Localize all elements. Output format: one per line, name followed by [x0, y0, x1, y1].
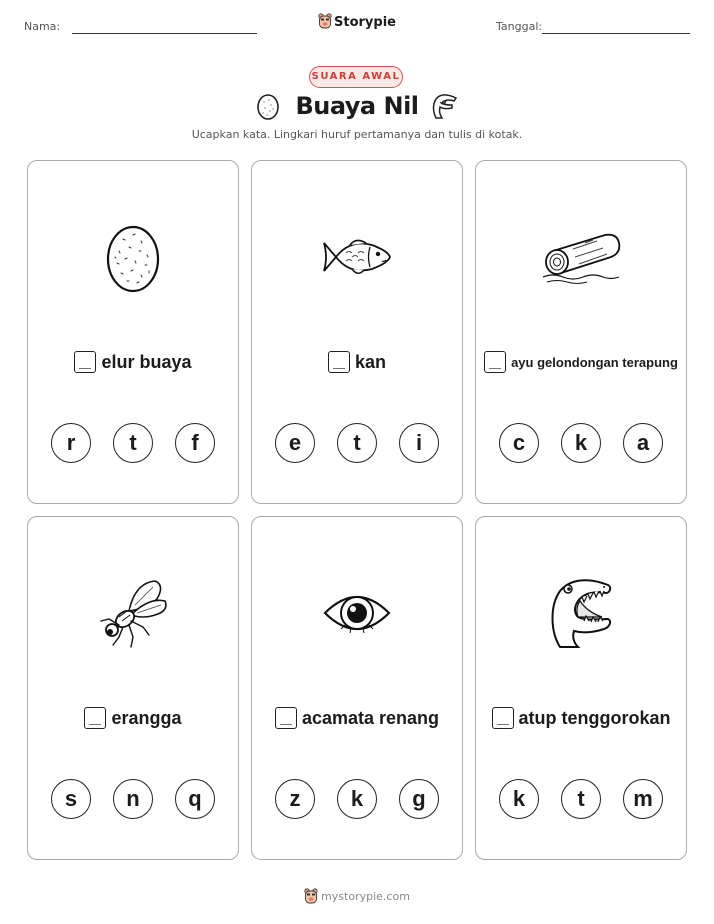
word-row	[476, 347, 686, 377]
storypie-logo-icon	[318, 13, 332, 33]
date-line[interactable]	[542, 33, 690, 34]
word-fragment: ayu gelondongan terapung	[511, 354, 678, 370]
letter-choice[interactable]: t	[113, 423, 153, 463]
word-fragment: kan	[354, 351, 387, 372]
word-fragment: erangga	[111, 707, 182, 728]
answer-box[interactable]	[492, 707, 514, 729]
word-row	[252, 703, 462, 733]
letter-choice[interactable]: z	[275, 779, 315, 819]
letter-choice[interactable]: c	[499, 423, 539, 463]
answer-box[interactable]	[84, 707, 106, 729]
letter-choice[interactable]: g	[399, 779, 439, 819]
card-2	[251, 160, 463, 504]
card-4	[27, 516, 239, 860]
letter-choice[interactable]: k	[499, 779, 539, 819]
letter-choices	[252, 423, 462, 463]
letter-choice[interactable]: k	[561, 423, 601, 463]
letter-choices	[476, 423, 686, 463]
answer-box[interactable]	[328, 351, 350, 373]
log-icon	[539, 203, 623, 290]
letter-choice[interactable]: t	[561, 779, 601, 819]
word-row	[476, 703, 686, 733]
letter-choices	[28, 779, 238, 819]
word-fragment: atup tenggorokan	[518, 707, 671, 728]
egg-icon	[103, 195, 163, 298]
word-row	[28, 703, 238, 733]
page-title: Buaya Nil	[295, 92, 419, 120]
letter-choices	[252, 779, 462, 819]
brand-name: Storypie	[334, 15, 396, 30]
letter-choice[interactable]: a	[623, 423, 663, 463]
letter-choices	[476, 779, 686, 819]
letter-choices	[28, 423, 238, 463]
card-3	[475, 160, 687, 504]
card-5	[251, 516, 463, 860]
answer-box[interactable]	[74, 351, 96, 373]
fly-icon	[95, 549, 171, 656]
letter-choice[interactable]: r	[51, 423, 91, 463]
answer-box[interactable]	[275, 707, 297, 729]
name-line[interactable]	[72, 33, 257, 34]
instructions: Ucapkan kata. Lingkari huruf pertamanya dan tulis di kotak.	[191, 128, 523, 141]
word-fragment: acamata renang	[301, 707, 440, 728]
category-tag: SUARA AWAL	[309, 66, 403, 88]
card-6	[475, 516, 687, 860]
letter-choice[interactable]: q	[175, 779, 215, 819]
letter-choice[interactable]: n	[113, 779, 153, 819]
fish-icon	[320, 209, 394, 284]
storypie-logo-icon	[304, 888, 318, 907]
footer	[0, 888, 714, 907]
brand	[0, 13, 714, 33]
footer-site[interactable]: mystorypie.com	[321, 890, 410, 903]
eye-icon	[321, 559, 393, 646]
letter-choice[interactable]: f	[175, 423, 215, 463]
letter-choice[interactable]: k	[337, 779, 377, 819]
letter-choice[interactable]: e	[275, 423, 315, 463]
letter-choice[interactable]: i	[399, 423, 439, 463]
letter-choice[interactable]: t	[337, 423, 377, 463]
word-row	[28, 347, 238, 377]
date-label: Tanggal:	[496, 20, 543, 33]
word-row	[252, 347, 462, 377]
word-fragment: elur buaya	[101, 351, 192, 372]
letter-choice[interactable]: s	[51, 779, 91, 819]
card-1	[27, 160, 239, 504]
crocodile-mouth-icon	[430, 92, 460, 127]
letter-choice[interactable]: m	[623, 779, 663, 819]
crocodile-mouth-icon	[546, 549, 616, 656]
name-label: Nama:	[24, 20, 61, 33]
answer-box[interactable]	[484, 351, 506, 373]
